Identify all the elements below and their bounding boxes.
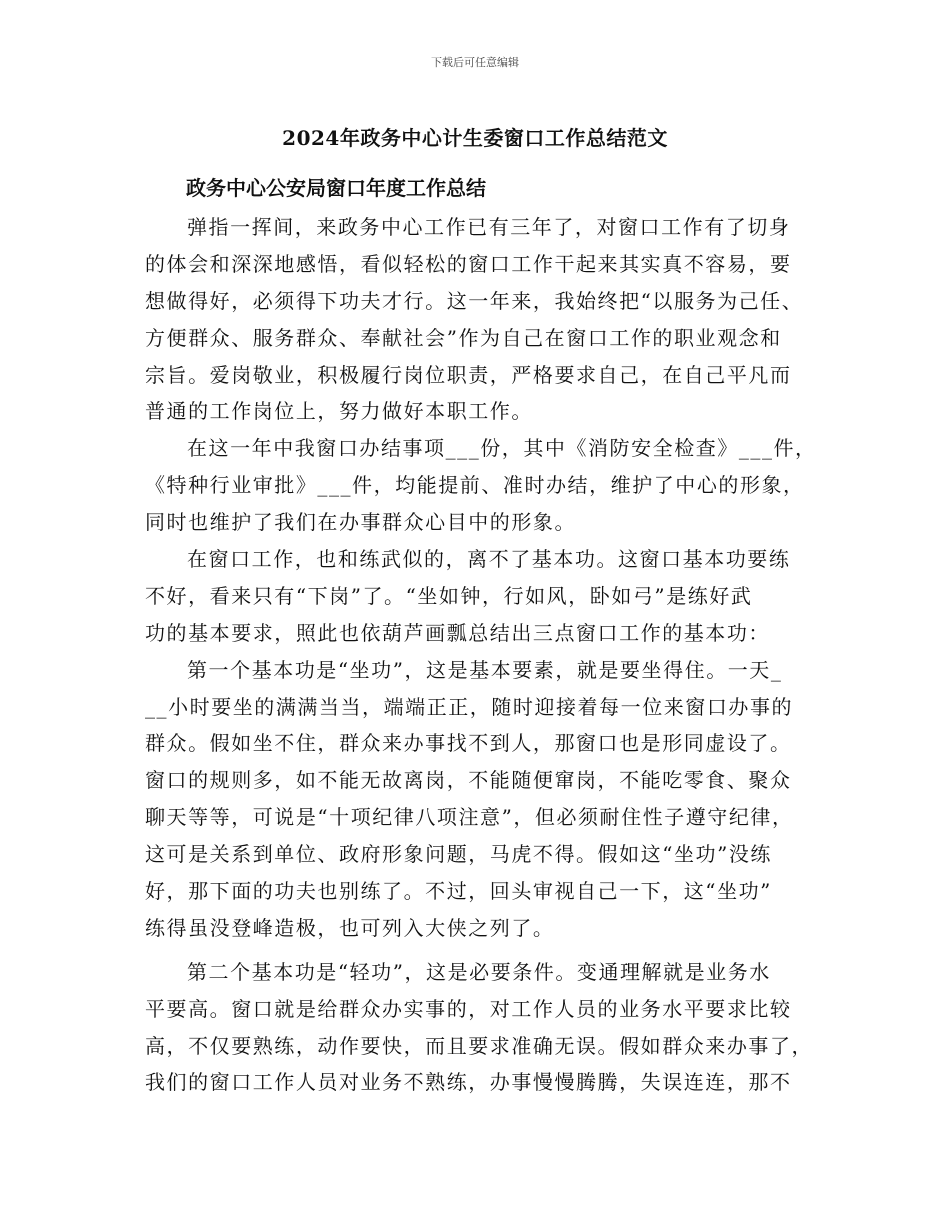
paragraph-4-line-1: 第一个基本功是“坐功”，这是基本要素，就是要坐得住。一天_ [187, 657, 783, 682]
paragraph-5-line-4: 我们的窗口工作人员对业务不熟练，办事慢慢腾腾，失误连连，那不 [145, 1070, 792, 1095]
paragraph-5-line-2: 平要高。窗口就是给群众办实事的，对工作人员的业务水平要求比较 [145, 996, 792, 1021]
paragraph-4-line-8: 练得虽没登峰造极，也可列入大侠之列了。 [145, 915, 555, 940]
paragraph-1-line-4: 方便群众、服务群众、奉献社会”作为自己在窗口工作的职业观念和 [145, 325, 782, 350]
paragraph-2-line-3: 同时也维护了我们在办事群众心目中的形象。 [145, 510, 576, 535]
paragraph-1-line-5: 宗旨。爱岗敬业，积极履行岗位职责，严格要求自己，在自己平凡而 [145, 362, 792, 387]
paragraph-2-line-2: 《特种行业审批》___件，均能提前、准时办结，维护了中心的形象， [145, 473, 805, 498]
paragraph-1-line-1: 弹指一挥间，来政务中心工作已有三年了，对窗口工作有了切身 [187, 215, 791, 239]
document-body [145, 209, 835, 1101]
paragraph-3-line-2: 不好，看来只有“下岗”了。“坐如钟，行如风，卧如弓”是练好武 [145, 583, 753, 608]
paragraph-1-line-3: 想做得好，必须得下功夫才行。这一年来，我始终把“以服务为己任、 [145, 288, 804, 313]
paragraph-3-line-3: 功的基本要求，照此也依葫芦画瓢总结出三点窗口工作的基本功： [145, 620, 770, 645]
paragraph-5-line-1: 第二个基本功是“轻功”，这是必要条件。变通理解就是业务水 [187, 959, 771, 984]
paragraph-2-line-1: 在这一年中我窗口办结事项___份，其中《消防安全检查》___件， [187, 436, 817, 461]
document-title: 2024年政务中心计生委窗口工作总结范文 [282, 126, 668, 150]
header-note: 下载后可任意编辑 [431, 56, 519, 69]
paragraph-spacer [145, 947, 835, 954]
section-heading: 政务中心公安局窗口年度工作总结 [186, 176, 486, 200]
paragraph-4-line-7: 好，那下面的功夫也别练了。不过，回头审视自己一下，这“坐功” [145, 879, 772, 904]
paragraph-1-line-6: 普通的工作岗位上，努力做好本职工作。 [145, 399, 533, 424]
paragraph-1-line-2: 的体会和深深地感悟，看似轻松的窗口工作干起来其实真不容易，要 [145, 251, 792, 276]
paragraph-4-line-6: 这可是关系到单位、政府形象问题，马虎不得。假如这“坐功”没练 [145, 842, 772, 867]
paragraph-4-line-4: 窗口的规则多，如不能无故离岗，不能随便窜岗，不能吃零食、聚众 [145, 768, 792, 793]
paragraph-5-line-3: 高，不仅要熟练，动作要快，而且要求准确无误。假如群众来办事了， [145, 1033, 814, 1058]
paragraph-4-line-2: __小时要坐的满满当当，端端正正，随时迎接着每一位来窗口办事的 [145, 694, 794, 719]
paragraph-4-line-5: 聊天等等，可说是“十项纪律八项注意”，但必须耐住性子遵守纪律， [145, 805, 794, 830]
paragraph-4-line-3: 群众。假如坐不住，群众来办事找不到人，那窗口也是形同虚设了。 [145, 731, 792, 756]
paragraph-3-line-1: 在窗口工作，也和练武似的，离不了基本功。这窗口基本功要练 [187, 547, 791, 572]
